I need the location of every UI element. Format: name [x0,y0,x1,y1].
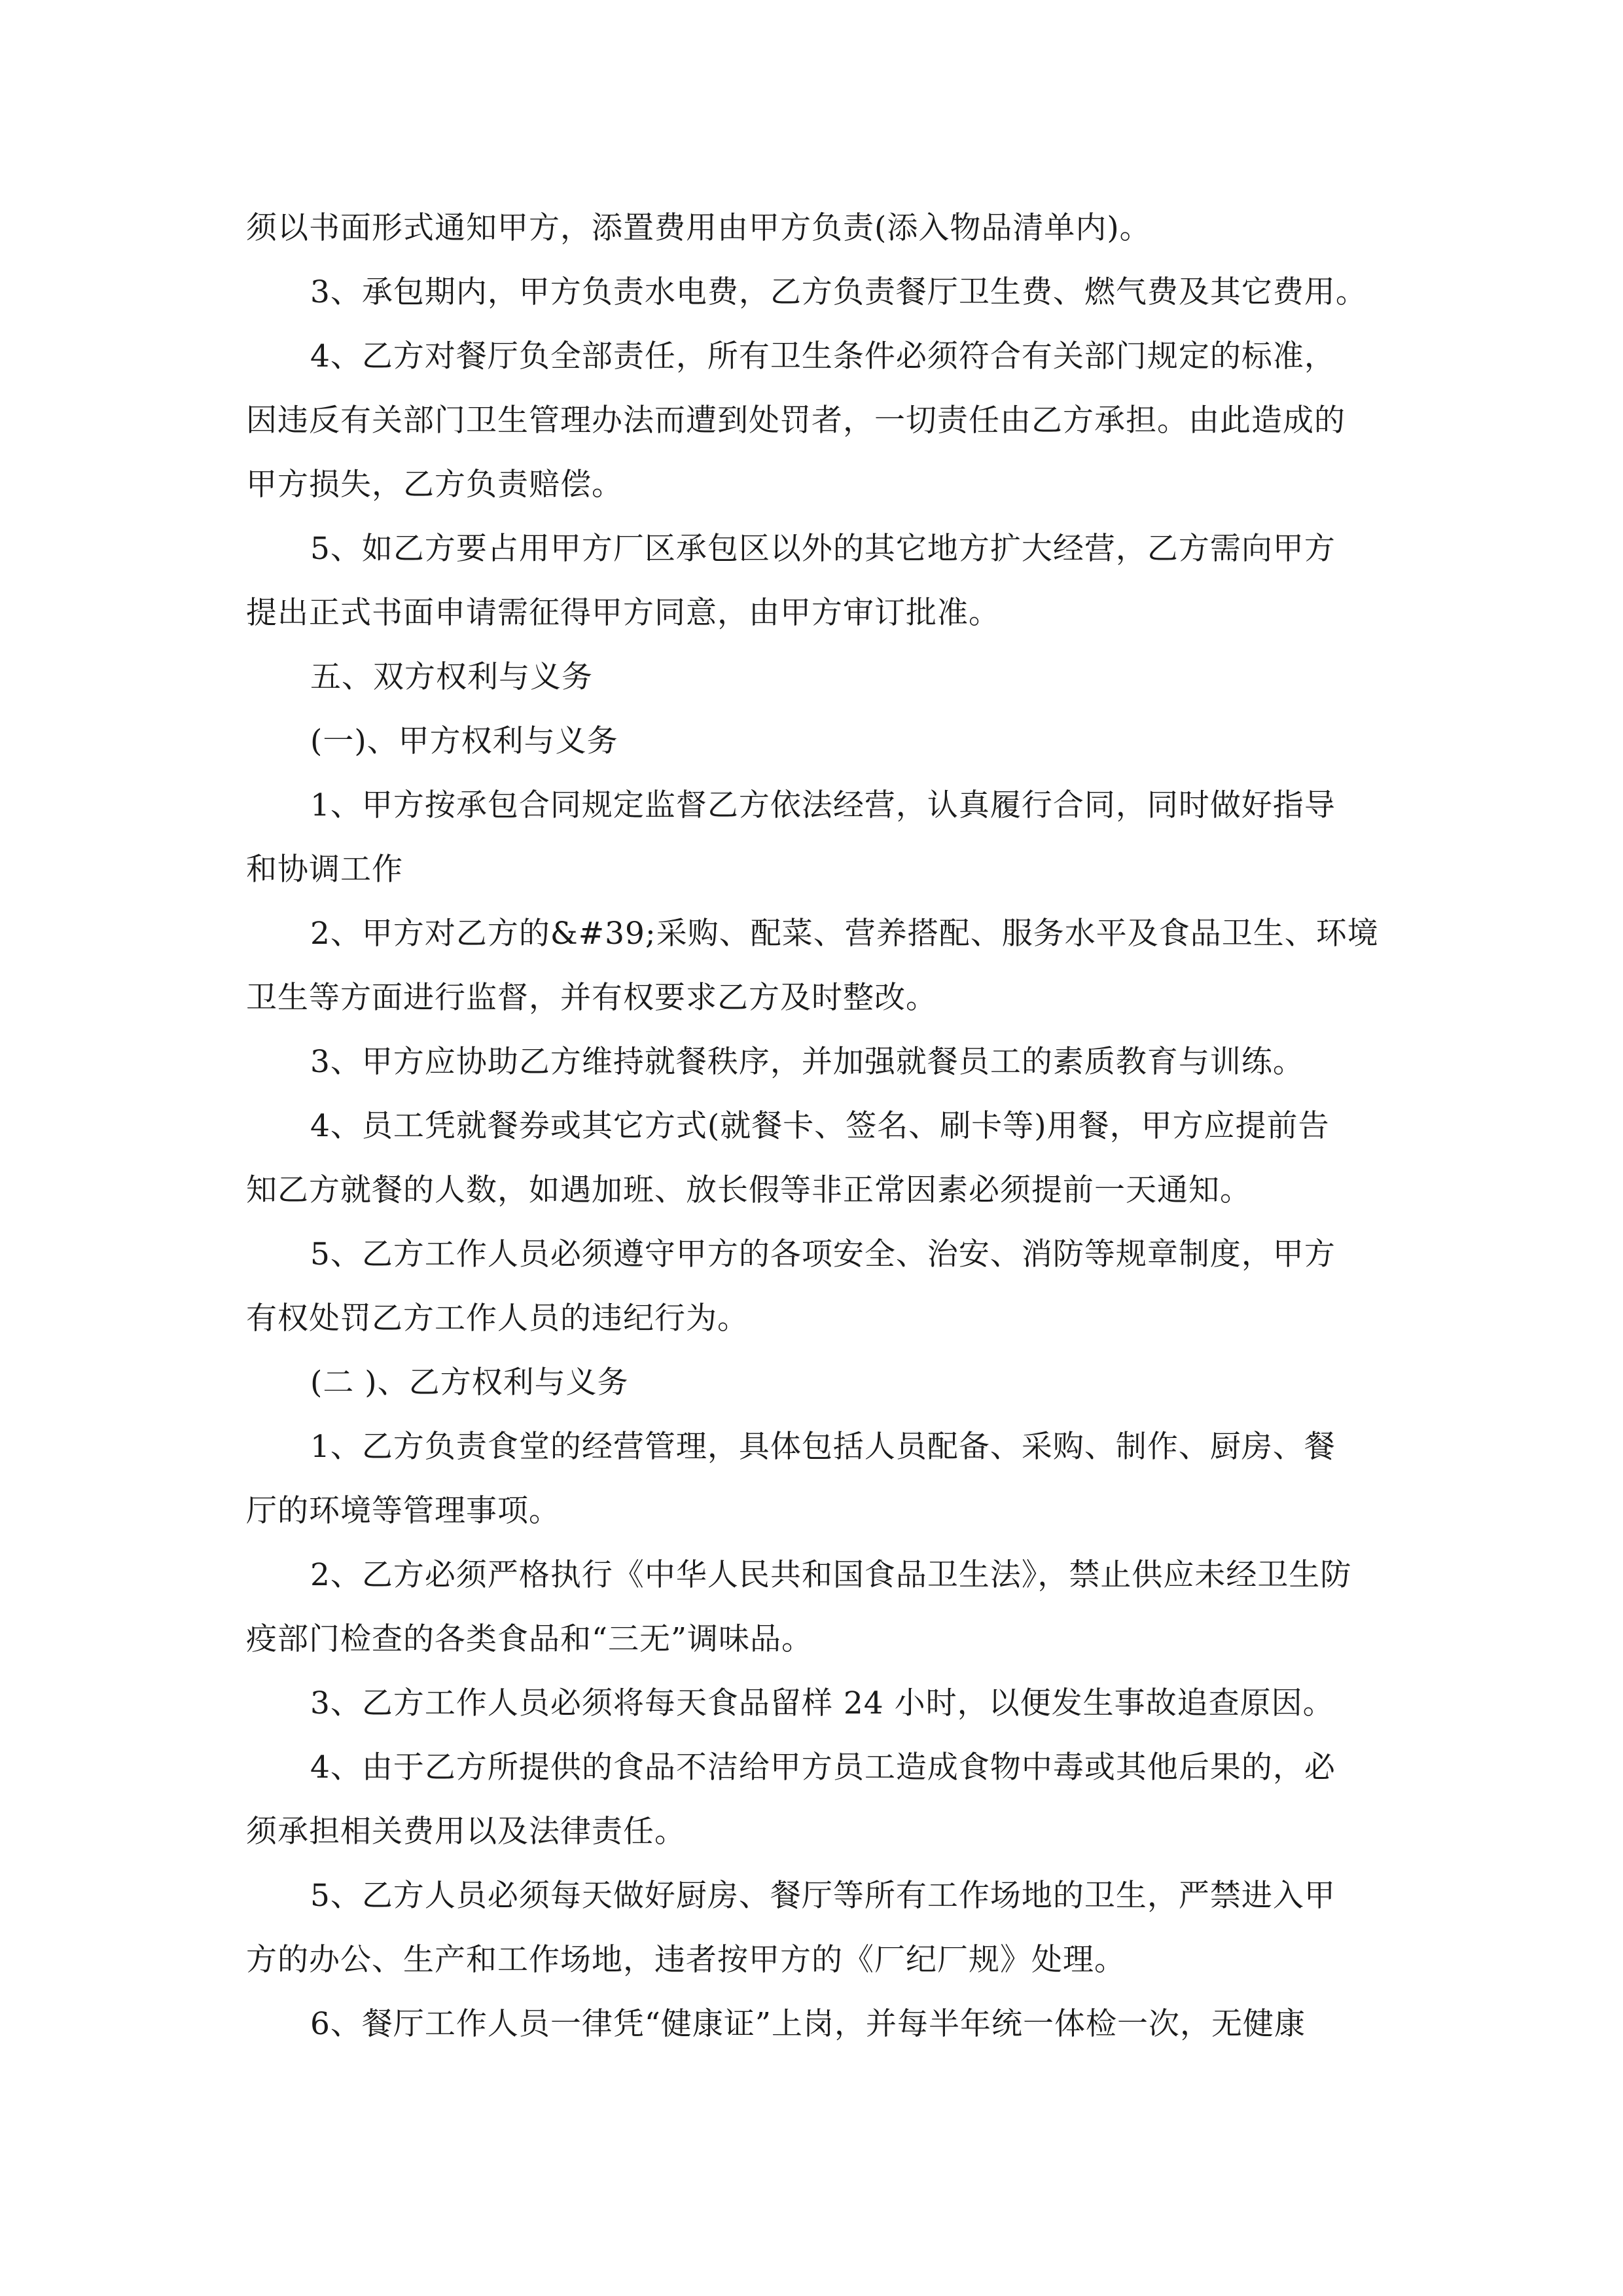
text-line: 5、乙方人员必须每天做好厨房、餐厅等所有工作场地的卫生，严禁进入甲 [310,1878,1336,1914]
text-line: 提出正式书面申请需征得甲方同意，由甲方审订批准。 [246,595,1000,631]
text-line: 3、乙方工作人员必须将每天食品留样 24 小时，以便发生事故追查原因。 [310,1685,1334,1721]
text-line: 疫部门检查的各类食品和“三无”调味品。 [246,1621,813,1657]
text-line: 方的办公、生产和工作场地，违者按甲方的《厂纪厂规》处理。 [246,1942,1126,1978]
text-line: 3、甲方应协助乙方维持就餐秩序，并加强就餐员工的素质教育与训练。 [310,1044,1304,1080]
text-line: 知乙方就餐的人数，如遇加班、放长假等非正常因素必须提前一天通知。 [246,1172,1251,1208]
text-line: 五、双方权利与义务 [310,659,593,695]
text-line: 6、餐厅工作人员一律凭“健康证”上岗，并每半年统一体检一次，无健康 [310,2006,1306,2042]
text-line: 厅的环境等管理事项。 [246,1493,560,1529]
document-body [246,196,1378,2056]
text-line: 1、乙方负责食堂的经营管理，具体包括人员配备、采购、制作、厨房、餐 [310,1429,1336,1465]
text-line: 4、乙方对餐厅负全部责任，所有卫生条件必须符合有关部门规定的标准， [310,338,1336,374]
text-line: 1、甲方按承包合同规定监督乙方依法经营，认真履行合同，同时做好指导 [310,787,1336,823]
text-line: 和协调工作 [246,852,403,888]
text-line: 甲方损失，乙方负责赔偿。 [246,467,623,503]
text-line: 2、甲方对乙方的&#39;采购、配菜、营养搭配、服务水平及食品卫生、环境 [310,916,1379,952]
text-line: 4、员工凭就餐券或其它方式(就餐卡、签名、刷卡等)用餐，甲方应提前告 [310,1108,1330,1144]
text-line: 卫生等方面进行监督，并有权要求乙方及时整改。 [246,980,937,1016]
text-line: 2、乙方必须严格执行《中华人民共和国食品卫生法》，禁止供应未经卫生防 [310,1557,1352,1593]
text-line: 5、如乙方要占用甲方厂区承包区以外的其它地方扩大经营，乙方需向甲方 [310,531,1336,567]
text-line: 3、承包期内，甲方负责水电费，乙方负责餐厅卫生费、燃气费及其它费用。 [310,274,1367,310]
text-line: 须承担相关费用以及法律责任。 [246,1814,686,1850]
text-line: 5、乙方工作人员必须遵守甲方的各项安全、治安、消防等规章制度，甲方 [310,1236,1336,1272]
text-line: (一)、甲方权利与义务 [310,723,618,759]
text-line: 因违反有关部门卫生管理办法而遭到处罚者，一切责任由乙方承担。由此造成的 [246,403,1346,439]
text-line: 有权处罚乙方工作人员的违纪行为。 [246,1300,749,1336]
text-line: 须以书面形式通知甲方，添置费用由甲方负责(添入物品清单内)。 [246,210,1151,246]
text-line: (二 )、乙方权利与义务 [310,1365,629,1401]
text-line: 4、由于乙方所提供的食品不洁给甲方员工造成食物中毒或其他后果的，必 [310,1749,1336,1785]
